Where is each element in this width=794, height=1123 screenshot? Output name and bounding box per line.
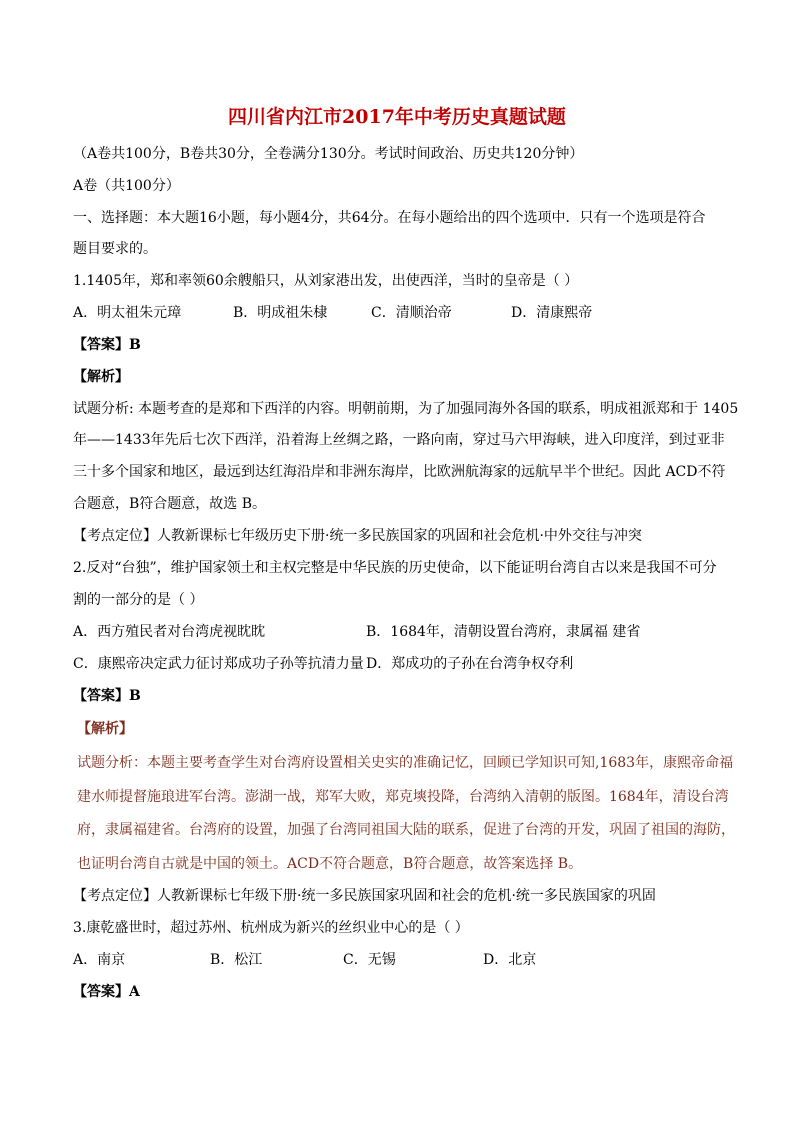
- section-a-heading: A卷（共100分）: [73, 178, 180, 194]
- q2-analysis-line-3: 府，隶属福建省。台湾府的设置，加强了台湾同祖国大陆的联系，促进了台湾的开发，巩固了祖国的海防，: [77, 822, 735, 838]
- q1-analysis-line-2: 年——1433年先后七次下西洋，沿着海上丝绸之路，一路向南，穿过马六甲海峡，进入印度洋，到过亚非: [73, 432, 725, 448]
- q2-option-d: D．郑成功的子孙在台湾争权夺利: [366, 656, 574, 672]
- q1-answer: 【答案】B: [73, 337, 141, 353]
- q3-option-b: B．松江: [210, 952, 263, 968]
- q1-analysis-line-4: 合题意，B符合题意，故选 B。: [73, 496, 267, 512]
- q2-answer: 【答案】B: [73, 688, 141, 704]
- q3-option-d: D．北京: [483, 952, 537, 968]
- q1-analysis-line-1: 试题分析: 本题考查的是郑和下西洋的内容。明朝前期，为了加强同海外各国的联系，明成祖派郑和于 1405: [73, 401, 739, 417]
- q2-option-c: C．康熙帝决定武力征讨郑成功子孙等抗清力量: [73, 656, 364, 672]
- q2-topic: 【考点定位】人教新课标七年级下册·统一多民族国家巩固和社会的危机·统一多民族国家的巩固: [73, 888, 656, 904]
- q2-analysis-line-1: 试题分析：本题主要考查学生对台湾府设置相关史实的准确记忆，回顾已学知识可知,1683年，康熙帝命福: [77, 755, 734, 771]
- q3-answer: 【答案】A: [73, 984, 140, 1000]
- q2-analysis-label: 【解析】: [77, 721, 133, 737]
- instructions-line-1: 一、选择题：本大题16小题，每小题4分，共64分。在每小题给出的四个选项中．只有一个选项是符合: [73, 210, 706, 226]
- q1-option-d: D．清康熙帝: [511, 305, 593, 321]
- instructions-line-2: 题目要求的。: [73, 241, 157, 257]
- q1-stem: 1.1405年，郑和率领60余艘船只，从刘家港出发，出使西洋，当时的皇帝是（ ）: [73, 273, 579, 289]
- q1-topic: 【考点定位】人教新课标七年级历史下册·统一多民族国家的巩固和社会危机·中外交往与冲突: [73, 528, 642, 544]
- q1-analysis-line-3: 三十多个国家和地区，最远到达红海沿岸和非洲东海岸，比欧洲航海家的远航早半个世纪。因此 ACD不符: [73, 464, 726, 480]
- document-title: 四川省内江市2017年中考历史真题试题: [228, 106, 566, 128]
- q2-option-b: B．1684年，清朝设置台湾府，隶属福 建省: [366, 624, 641, 640]
- q1-option-c: C．清顺治帝: [371, 305, 452, 321]
- q2-analysis-line-2: 建水师提督施琅进军台湾。澎湖一战，郑军大败，郑克塽投降，台湾纳入清朝的版图。1684年，清设台湾: [77, 789, 729, 805]
- q3-stem: 3.康乾盛世时，超过苏州、杭州成为新兴的丝织业中心的是（ ）: [73, 920, 469, 936]
- q1-option-a: A．明太祖朱元璋: [73, 305, 182, 321]
- q2-option-a: A．西方殖民者对台湾虎视眈眈: [73, 624, 266, 640]
- q2-analysis-line-4: 也证明台湾自古就是中国的领土。ACD不符合题意，B符合题意，故答案选择 B。: [77, 856, 583, 872]
- q1-analysis-label: 【解析】: [73, 369, 129, 385]
- q1-option-b: B．明成祖朱棣: [233, 305, 328, 321]
- q3-option-c: C．无锡: [343, 952, 396, 968]
- exam-intro: （A卷共100分，B卷共30分，全卷满分130分。考试时间政治、历史共120分钟）: [73, 146, 584, 162]
- q3-option-a: A．南京: [73, 952, 126, 968]
- q2-stem-line-1: 2.反对“台独”，维护国家领土和主权完整是中华民族的历史使命，以下能证明台湾自古以来是我国不可分: [73, 560, 717, 576]
- q2-stem-line-2: 割的一部分的是（ ）: [73, 592, 204, 608]
